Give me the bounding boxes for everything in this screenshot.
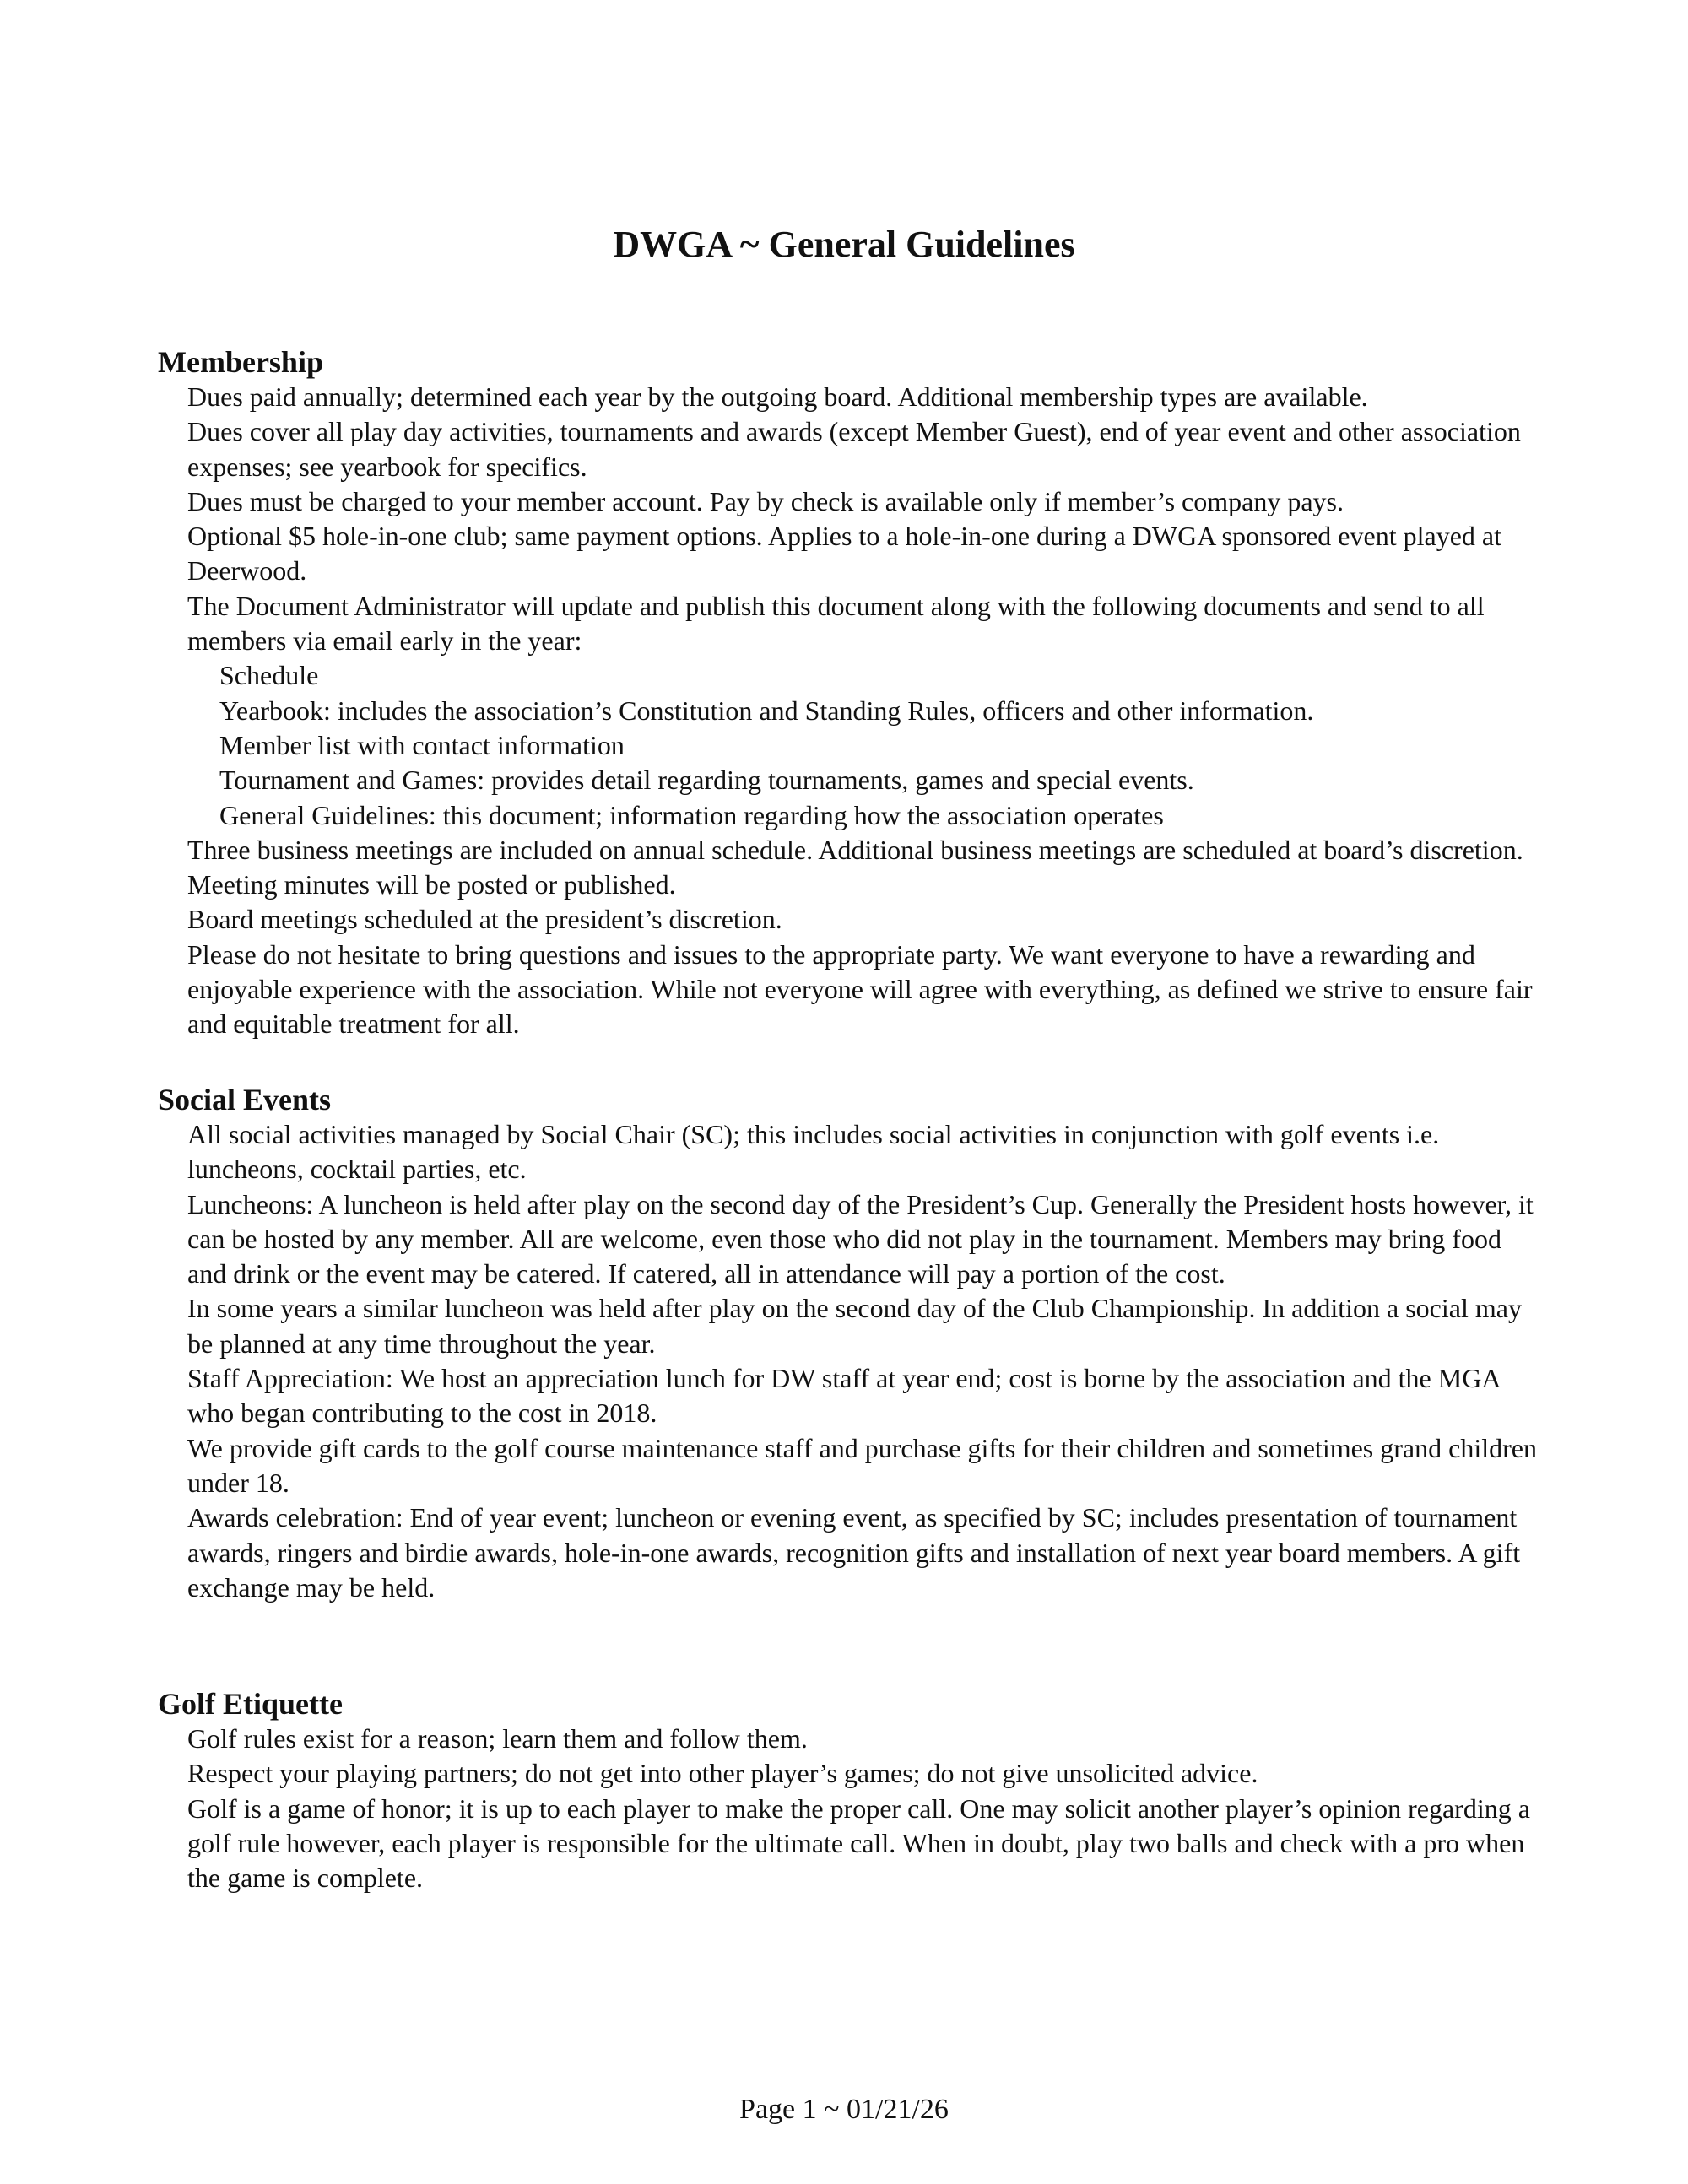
social-paragraph: Luncheons: A luncheon is held after play on the second day of the President’s Cup. Generally the President hosts however, it can be hosted by any member. All are welcome, even those who did not play in the tournament. Members may bring food and drink or the event may be catered. If catered, all in attendance will pay a portion of the cost. — [187, 1188, 1534, 1289]
golf-paragraph: Golf is a game of honor; it is up to each player to make the proper call. One may solicit another player’s opinion regarding a golf rule however, each player is responsible for the ultimate call. When in doubt, play two balls and check with a pro when the game is complete. — [187, 1792, 1530, 1894]
membership-paragraph: Optional $5 hole-in-one club; same payment options. Applies to a hole-in-one during a DWGA sponsored event played at Deerwood. — [187, 521, 1501, 587]
membership-paragraph: Dues must be charged to your member account. Pay by check is available only if member’s company pays. — [187, 485, 1344, 516]
document-list-item: Tournament and Games: provides detail regarding tournaments, games and special events. — [219, 765, 1194, 796]
membership-heading: Membership — [158, 345, 323, 379]
golf-paragraph: Golf rules exist for a reason; learn them and follow them. — [187, 1723, 808, 1754]
membership-paragraph: Please do not hesitate to bring questions and issues to the appropriate party. We want everyone to have a rewarding and enjoyable experience with the association. While not everyone will agree with everything, as defined we strive to ensure fair and equitable treatment for all. — [187, 938, 1533, 1040]
social-events-heading: Social Events — [158, 1083, 332, 1116]
golf-paragraph: Respect your playing partners; do not get into other player’s games; do not give unsolicited advice. — [187, 1758, 1258, 1789]
golf-etiquette-section — [158, 1686, 1542, 1895]
membership-paragraph: Dues cover all play day activities, tournaments and awards (except Member Guest), end of year event and other association expenses; see yearbook for specifics. — [187, 416, 1521, 482]
social-paragraph: In some years a similar luncheon was held after play on the second day of the Club Championship. In addition a social may be planned at any time throughout the year. — [187, 1293, 1522, 1359]
page-title: DWGA ~ General Guidelines — [613, 224, 1075, 265]
document-list-item: Yearbook: includes the association’s Constitution and Standing Rules, officers and other information. — [219, 695, 1314, 726]
document-list-item: General Guidelines: this document; information regarding how the association operates — [219, 799, 1164, 830]
social-paragraph: Staff Appreciation: We host an appreciation lunch for DW staff at year end; cost is borne by the association and the MGA who began contributing to the cost in 2018. — [187, 1363, 1500, 1429]
document-list-item: Member list with contact information — [219, 729, 625, 760]
golf-etiquette-heading: Golf Etiquette — [158, 1687, 343, 1721]
social-paragraph: Awards celebration: End of year event; luncheon or evening event, as specified by SC; includes presentation of tournament awards, ringers and birdie awards, hole-in-one awards, recognition gifts and installation of next year board members. A gift exchange may be held. — [187, 1502, 1521, 1603]
membership-paragraph: The Document Administrator will update and publish this document along with the following documents and send to all members via email early in the year: — [187, 590, 1485, 657]
page-footer: Page 1 ~ 01/21/26 — [739, 2094, 949, 2125]
membership-paragraph: Dues paid annually; determined each year by the outgoing board. Additional membership types are available. — [187, 381, 1368, 412]
social-events-section — [158, 1082, 1542, 1605]
membership-section — [158, 344, 1542, 1042]
social-paragraph: All social activities managed by Social Chair (SC); this includes social activities in conjunction with golf events i.e. luncheons, cocktail parties, etc. — [187, 1119, 1440, 1185]
membership-paragraph: Board meetings scheduled at the president’s discretion. — [187, 904, 782, 935]
document-list-item: Schedule — [219, 660, 319, 691]
social-paragraph: We provide gift cards to the golf course maintenance staff and purchase gifts for their children and sometimes grand children under 18. — [187, 1432, 1537, 1498]
membership-paragraph: Three business meetings are included on annual schedule. Additional business meetings are scheduled at board’s discretion. Meeting minutes will be posted or published. — [187, 834, 1523, 900]
